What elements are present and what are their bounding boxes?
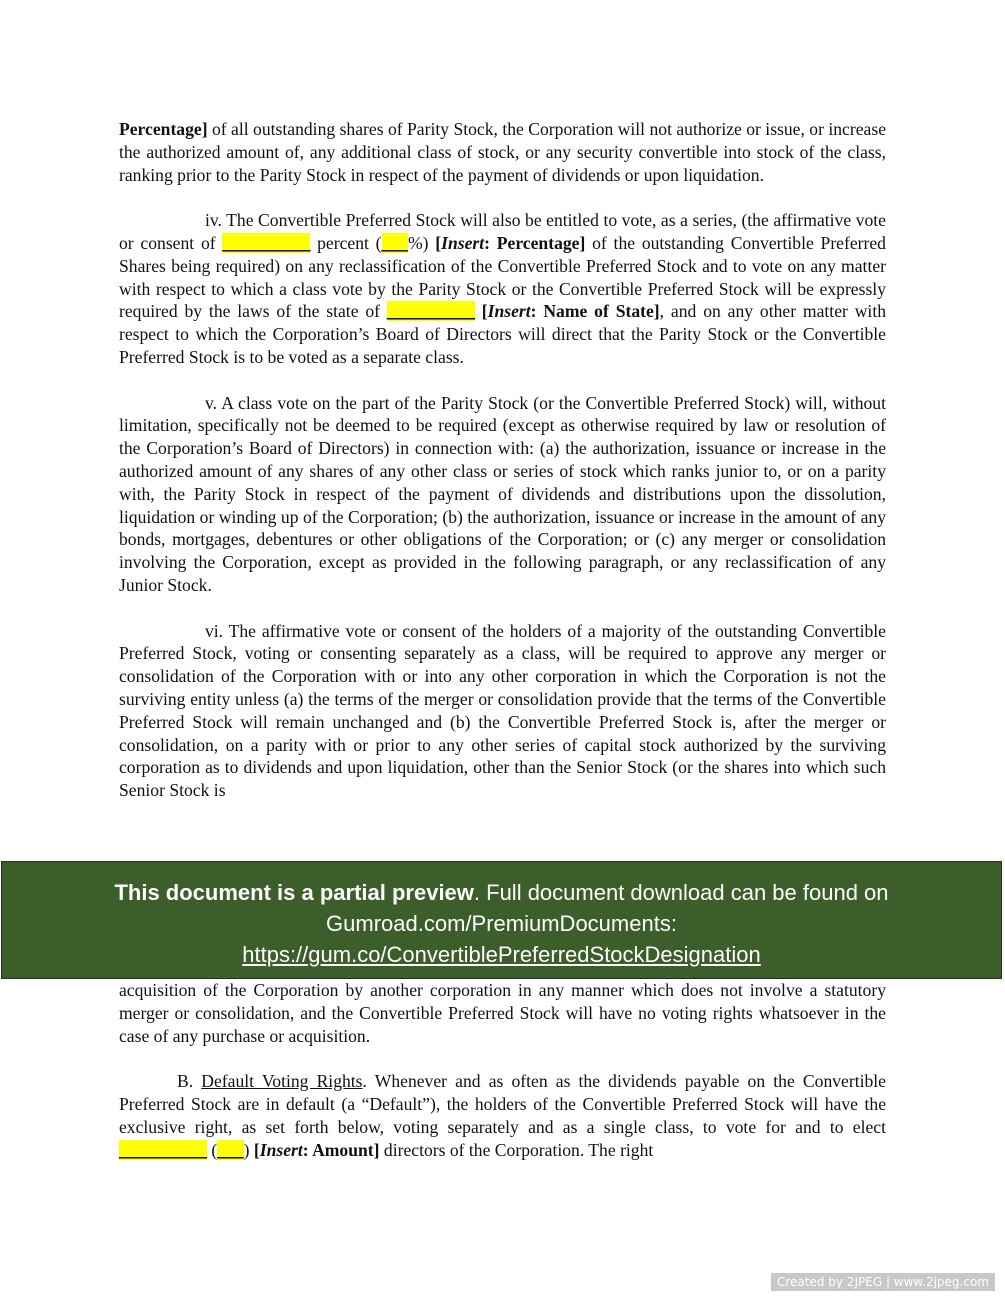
- blank-field-amount[interactable]: __________: [119, 1139, 207, 1160]
- pb-text-5: directors of the Corporation. The right: [379, 1139, 654, 1160]
- preview-banner-text: . Full document download can be found on Gumroad.com/PremiumDocuments:: [326, 880, 889, 936]
- insert-instruction: [Insert: Percentage]: [435, 232, 586, 253]
- bold-term: Percentage]: [119, 119, 208, 139]
- paragraph-1: [119, 118, 886, 186]
- document-upper-clip: [119, 118, 886, 861]
- p2-text-1: iv. The Convertible Preferred Stock will also be entitled to vote, as a series, (the affirmative vote or consent of: [119, 210, 886, 253]
- p2-text-4: of the outstanding Convertible Preferred Shares being required) on any reclassification of the Convertible Preferred Stock and to vote on any matter with respect to which a class vote by the Parity Stock or the Convertible Preferred Stock will be expressly required by the laws of the state of: [119, 232, 886, 322]
- p2-text-2: percent (: [310, 232, 382, 253]
- blank-field-short[interactable]: ___: [381, 232, 408, 253]
- document-body: [119, 118, 886, 861]
- preview-banner-bold: This document is a partial preview: [114, 880, 474, 905]
- paragraph-b: B. Default Voting Rights. Whenever and as often as the dividends payable on the Convertible Preferred Stock are in default (a “Default”), the holders of the Convertible Preferred Stock will have the exclusive right, as set forth below, voting separately and as a single class, to vote for and to elect __________ (___) [Insert: Amount] directors of the Corporation. The right: [119, 1071, 886, 1160]
- blank-field[interactable]: __________: [222, 232, 311, 253]
- p2-text-6: , and on any other matter with respect to which the Corporation’s Board of Directors will direct that the Parity Stock or the Convertible Preferred Stock is to be voted as a separate class.: [119, 301, 886, 367]
- section-heading: Default Voting Rights: [201, 1071, 363, 1092]
- watermark: Created by 2JPEG | www.2jpeg.com: [771, 1273, 995, 1291]
- paragraph-iv: [119, 209, 886, 369]
- paragraph-v: v. A class vote on the part of the Parity Stock (or the Convertible Preferred Stock) will, without limitation, specifically not be deemed to be required (except as otherwise required by law or resolution of the Corporation’s Board of Directors) in connection with: (a) the authorization, issuance or increase in the authorized amount of any shares of any other class or series of stock which ranks junior to, or on a parity with, the Parity Stock in respect of the payment of dividends and distributions upon the dissolution, liquidation or winding up of the Corporation; (b) the authorization, issuance or increase in the amount of any bonds, mortgages, debentures or other obligations of the Corporation; or (c) any merger or consolidation involving the Corporation, except as provided in the following paragraph, or any reclassification of any Junior Stock.: [119, 392, 886, 595]
- pb-text-2: . Whenever and as often as the dividends payable on the Convertible Preferred Stock are in default (a “Default”), the holders of the Convertible Preferred Stock will have the exclusive right, as set forth below, voting separately and as a single class, to vote for and to elect: [119, 1071, 886, 1137]
- insert-instruction-amount: [Insert: Amount]: [253, 1139, 380, 1160]
- download-link[interactable]: https://gum.co/ConvertiblePreferredStockDesignation: [242, 942, 761, 967]
- blank-field-state[interactable]: __________: [386, 301, 475, 322]
- p2-text-3: %): [407, 232, 436, 253]
- insert-instruction-state: [Insert: Name of State]: [481, 301, 660, 322]
- paragraph-1-text: of all outstanding shares of Parity Stock, the Corporation will not authorize or issue, or increase the authorized amount of, any additional class of stock, or any security convertible into stock of the class, ranking prior to the Parity Stock in respect of the payment of dividends or upon liquidation.: [119, 119, 886, 185]
- blank-field-amount-short[interactable]: ___: [217, 1139, 244, 1160]
- paragraph-vi: vi. The affirmative vote or consent of the holders of a majority of the outstanding Convertible Preferred Stock, voting or consenting separately as a class, will be required to approve any merger or consolidation of the Corporation with or into any other corporation in which the Corporation is not the surviving entity unless (a) the terms of the merger or consolidation provide that the terms of the Convertible Preferred Stock will remain unchanged and (b) the Convertible Preferred Stock is, after the merger or consolidation, on a parity with or prior to any other series of capital stock authorized by the surviving corporation as to dividends and upon liquidation, other than the Senior Stock (or the shares into which such Senior Stock is: [119, 620, 886, 801]
- document-lower: [119, 979, 886, 1184]
- paragraph-vi-continued: acquisition of the Corporation by another corporation in any manner which does not involve a statutory merger or consolidation, and the Convertible Preferred Stock will have no voting rights whatsoever in the case of any purchase or acquisition.: [119, 980, 886, 1046]
- preview-banner: [1, 861, 1002, 979]
